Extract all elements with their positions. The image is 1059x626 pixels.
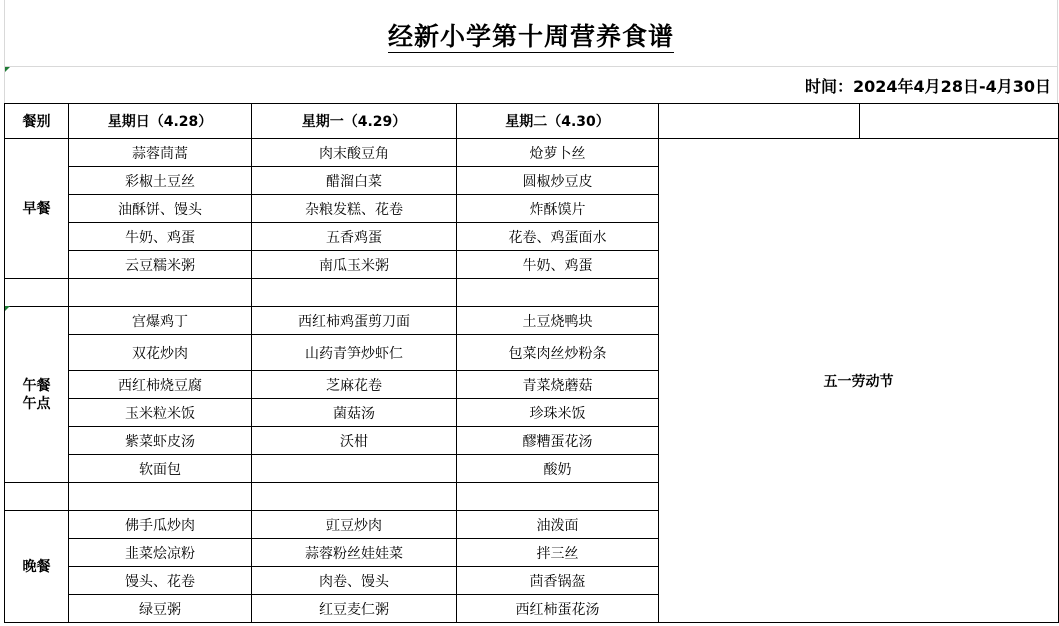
empty-cell <box>252 279 457 307</box>
header-empty-cell <box>860 104 1059 139</box>
page-title <box>4 8 1058 66</box>
empty-cell <box>252 483 457 511</box>
menu-cell: 茴香锅盔 <box>457 567 659 595</box>
menu-cell: 炝萝卜丝 <box>457 139 659 167</box>
header-day-monday: 星期一（4.29） <box>252 104 457 139</box>
menu-cell: 馒头、花卷 <box>69 567 252 595</box>
menu-cell: 肉末酸豆角 <box>252 139 457 167</box>
menu-cell: 绿豆粥 <box>69 595 252 623</box>
header-empty-cell <box>659 104 860 139</box>
title-text: 经新小学第十周营养食谱 <box>387 22 674 51</box>
meal-dinner-label: 晚餐 <box>5 511 69 623</box>
empty-cell <box>69 483 252 511</box>
header-row <box>5 104 1059 139</box>
menu-cell: 油泼面 <box>457 511 659 539</box>
menu-cell: 蒜蓉茼蒿 <box>69 139 252 167</box>
menu-table <box>4 103 1059 623</box>
meal-breakfast-label: 早餐 <box>5 139 69 279</box>
menu-cell <box>252 455 457 483</box>
menu-cell: 西红柿烧豆腐 <box>69 371 252 399</box>
menu-cell: 彩椒土豆丝 <box>69 167 252 195</box>
empty-cell <box>457 279 659 307</box>
menu-cell: 软面包 <box>69 455 252 483</box>
menu-cell: 云豆糯米粥 <box>69 251 252 279</box>
menu-cell: 花卷、鸡蛋面水 <box>457 223 659 251</box>
table-row <box>5 139 1059 167</box>
menu-cell: 杂粮发糕、花卷 <box>252 195 457 223</box>
menu-cell: 宫爆鸡丁 <box>69 307 252 335</box>
menu-cell: 炸酥馍片 <box>457 195 659 223</box>
holiday-cell: 五一劳动节 <box>659 139 1059 623</box>
menu-cell: 山药青笋炒虾仁 <box>252 335 457 371</box>
menu-cell: 拌三丝 <box>457 539 659 567</box>
menu-cell: 西红柿蛋花汤 <box>457 595 659 623</box>
empty-cell <box>457 483 659 511</box>
menu-cell: 南瓜玉米粥 <box>252 251 457 279</box>
menu-cell: 豇豆炒肉 <box>252 511 457 539</box>
menu-cell: 佛手瓜炒肉 <box>69 511 252 539</box>
menu-cell: 双花炒肉 <box>69 335 252 371</box>
meal-snack-line: 午点 <box>22 395 51 412</box>
date-range-label: 时间：2024年4月28日-4月30日 <box>805 77 1051 96</box>
menu-cell: 牛奶、鸡蛋 <box>69 223 252 251</box>
menu-cell: 红豆麦仁粥 <box>252 595 457 623</box>
menu-cell: 韭菜烩凉粉 <box>69 539 252 567</box>
empty-cell <box>5 483 69 511</box>
menu-cell: 醋溜白菜 <box>252 167 457 195</box>
header-meal-type: 餐别 <box>5 104 69 139</box>
menu-cell: 五香鸡蛋 <box>252 223 457 251</box>
menu-cell: 牛奶、鸡蛋 <box>457 251 659 279</box>
header-day-tuesday: 星期二（4.30） <box>457 104 659 139</box>
menu-cell: 醪糟蛋花汤 <box>457 427 659 455</box>
menu-cell: 玉米粒米饭 <box>69 399 252 427</box>
menu-cell: 珍珠米饭 <box>457 399 659 427</box>
header-day-sunday: 星期日（4.28） <box>69 104 252 139</box>
menu-cell: 包菜肉丝炒粉条 <box>457 335 659 371</box>
menu-cell: 蒜蓉粉丝娃娃菜 <box>252 539 457 567</box>
menu-cell: 芝麻花卷 <box>252 371 457 399</box>
menu-cell: 西红柿鸡蛋剪刀面 <box>252 307 457 335</box>
meal-lunch-line: 午餐 <box>22 377 51 394</box>
cell-comment-marker <box>5 306 10 311</box>
empty-cell <box>5 279 69 307</box>
cell-comment-marker <box>5 67 10 72</box>
menu-cell: 沃柑 <box>252 427 457 455</box>
menu-cell: 青菜烧蘑菇 <box>457 371 659 399</box>
empty-cell <box>69 279 252 307</box>
menu-cell: 菌菇汤 <box>252 399 457 427</box>
menu-cell: 酸奶 <box>457 455 659 483</box>
menu-cell: 肉卷、馒头 <box>252 567 457 595</box>
meal-lunch-label <box>5 307 69 483</box>
menu-cell: 圆椒炒豆皮 <box>457 167 659 195</box>
menu-cell: 紫菜虾皮汤 <box>69 427 252 455</box>
menu-cell: 油酥饼、馒头 <box>69 195 252 223</box>
menu-cell: 土豆烧鸭块 <box>457 307 659 335</box>
